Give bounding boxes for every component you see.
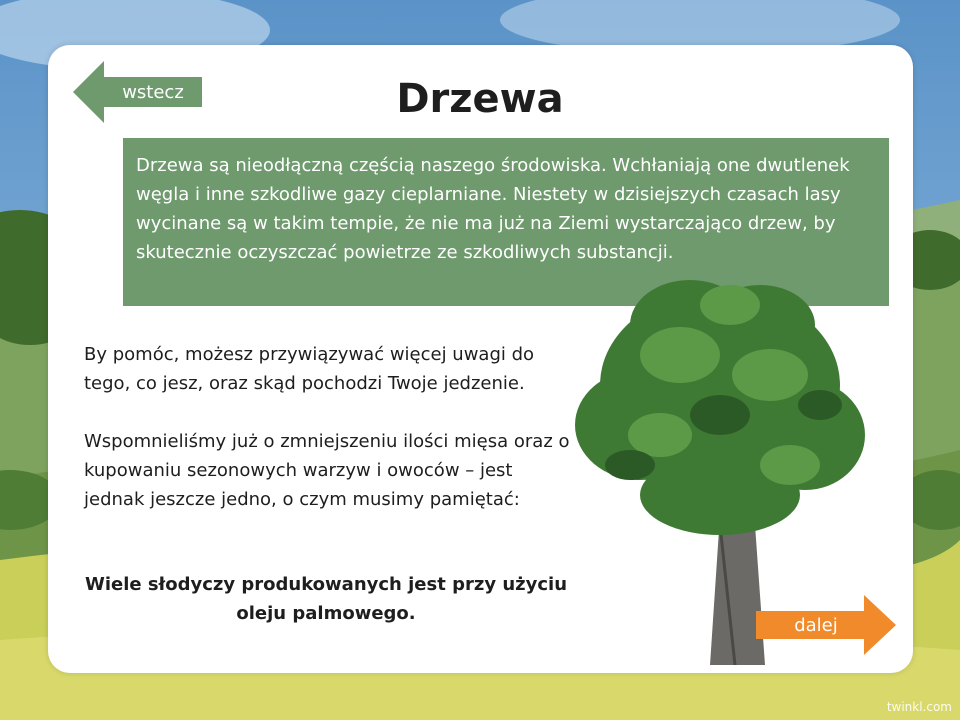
back-button-label: wstecz [122, 82, 184, 103]
emphasis-text: Wiele słodyczy produkowanych jest przy użyciu oleju palmowego. [84, 574, 568, 624]
body-text [84, 340, 574, 514]
page-title: Drzewa [396, 76, 564, 122]
next-button-label: dalej [794, 615, 838, 636]
twinkl-logo: twinkl.com [886, 700, 952, 714]
paragraph-2: Wspomnieliśmy już o zmniejszeniu ilości mięsa oraz o kupowaniu sezonowych warzyw i owoców – jest jednak jeszcze jedno, o czym musimy pamiętać: [84, 431, 570, 510]
intro-text: Drzewa są nieodłączną częścią naszego środowiska. Wchłaniają one dwutlenek węgla i inne szkodliwe gazy cieplarniane. Niestety w dzisiejszych czasach lasy wycinane są w takim tempie, że nie ma już na Ziemi wystarczająco drzew, by skutecznie oczyszczać powietrze ze szkodliwych substancji. [136, 155, 850, 263]
next-button[interactable] [756, 595, 896, 655]
paragraph-1: By pomóc, możesz przywiązywać więcej uwagi do tego, co jesz, oraz skąd pochodzi Twoje jedzenie. [84, 344, 535, 394]
back-button[interactable] [73, 61, 202, 123]
